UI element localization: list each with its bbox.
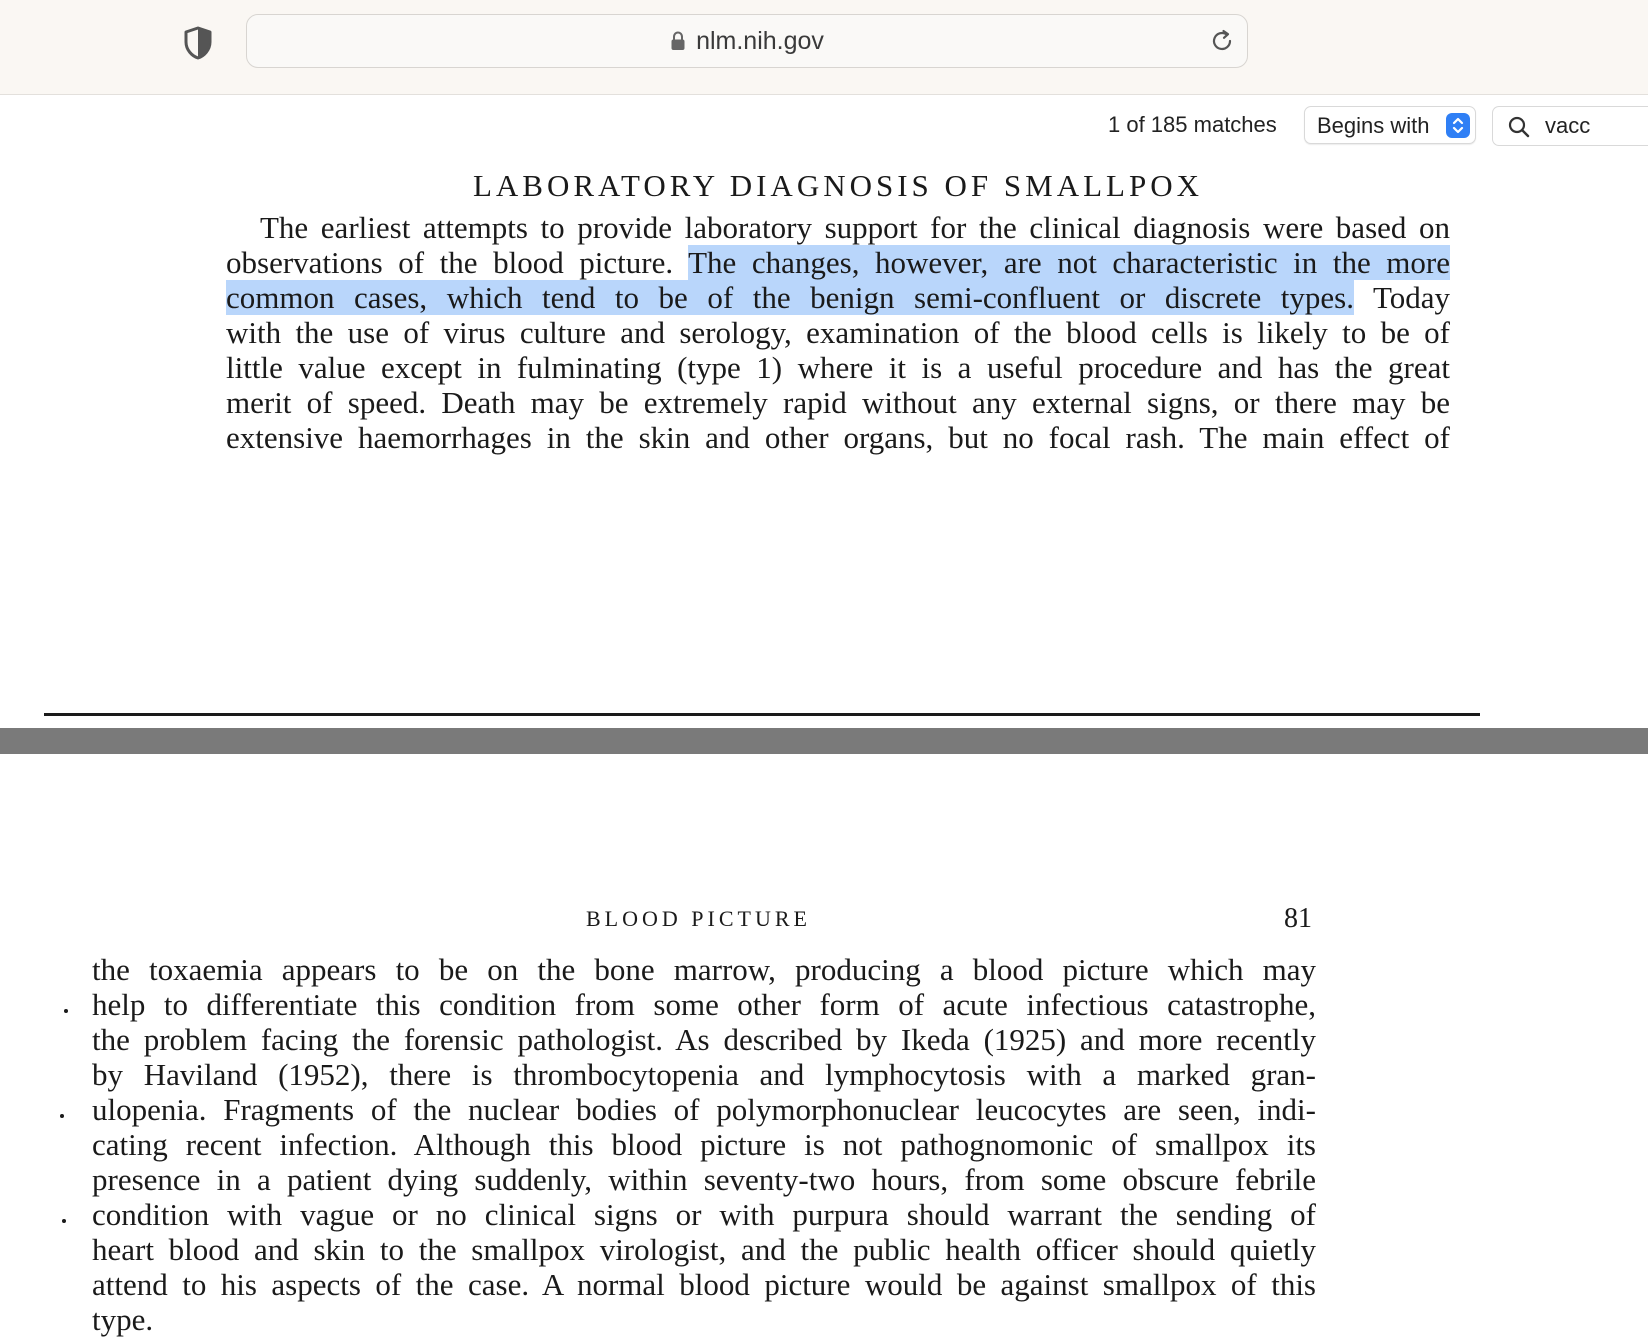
margin-mark	[62, 1219, 66, 1223]
magnifier-icon	[1507, 115, 1531, 139]
match-mode-label: Begins with	[1317, 113, 1430, 138]
text-line: attend to his aspects of the case. A normal blood picture would be against smallpox of this	[92, 1267, 1316, 1302]
page-title: LABORATORY DIAGNOSIS OF SMALLPOX	[472, 168, 1203, 203]
text-line: ulopenia. Fragments of the nuclear bodies of polymorphonuclear leucocytes are seen, indi-	[92, 1092, 1316, 1127]
text-line: extensive haemorrhages in the skin and other organs, but no focal rash. The main effect of	[226, 420, 1450, 455]
text-line: help to differentiate this condition from some other form of acute infectious catastrophe,	[92, 987, 1316, 1022]
lock-icon	[670, 31, 686, 51]
margin-mark	[64, 1009, 68, 1013]
page-number: 81	[1284, 903, 1312, 934]
text-line	[226, 280, 1450, 315]
page-one-body	[226, 210, 1450, 455]
text-segment: Today	[1353, 280, 1450, 315]
text-line	[226, 245, 1450, 280]
find-input[interactable]	[1545, 113, 1648, 139]
shield-icon[interactable]	[183, 26, 213, 60]
text-line: by Haviland (1952), there is thrombocytopenia and lymphocytosis with a marked gran-	[92, 1057, 1316, 1092]
page-rule	[44, 713, 1480, 716]
text-line: merit of speed. Death may be extremely rapid without any external signs, or there may be	[226, 385, 1450, 420]
text-line: the problem facing the forensic pathologist. As described by Ikeda (1925) and more recently	[92, 1022, 1316, 1057]
reload-icon[interactable]	[1209, 28, 1235, 54]
text-line: type.	[92, 1302, 154, 1337]
text-line: little value except in fulminating (type 1) where it is a useful procedure and has the great	[226, 350, 1450, 385]
margin-mark	[60, 1114, 64, 1118]
text-line: cating recent infection. Although this blood picture is not pathognomonic of smallpox its	[92, 1127, 1316, 1162]
text-line: with the use of virus culture and serology, examination of the blood cells is likely to be of	[226, 315, 1450, 350]
match-count: 1 of 185 matches	[1108, 112, 1277, 137]
search-highlight: common cases, which tend to be of the benign semi-confluent or discrete types.	[226, 280, 1354, 315]
text-segment: observations of the blood picture.	[226, 245, 689, 280]
chevron-up-down-icon	[1446, 113, 1470, 138]
page-separator	[0, 728, 1648, 754]
text-line: presence in a patient dying suddenly, within seventy-two hours, from some obscure febrile	[92, 1162, 1316, 1197]
page-two-body	[92, 952, 1316, 1337]
browser-toolbar	[0, 0, 1648, 95]
text-line: condition with vague or no clinical signs or with purpura should warrant the sending of	[92, 1197, 1316, 1232]
url-text: nlm.nih.gov	[696, 26, 824, 55]
search-highlight: The changes, however, are not characteristic in the more	[688, 245, 1450, 280]
text-line: The earliest attempts to provide laboratory support for the clinical diagnosis were based on	[260, 210, 1450, 245]
text-line: heart blood and skin to the smallpox virologist, and the public health officer should quietly	[92, 1232, 1316, 1267]
address-bar[interactable]	[246, 14, 1248, 68]
find-field[interactable]	[1492, 106, 1648, 146]
match-mode-select[interactable]	[1304, 106, 1476, 144]
text-line: the toxaemia appears to be on the bone marrow, producing a blood picture which may	[92, 952, 1316, 987]
running-head: BLOOD PICTURE	[586, 906, 811, 931]
